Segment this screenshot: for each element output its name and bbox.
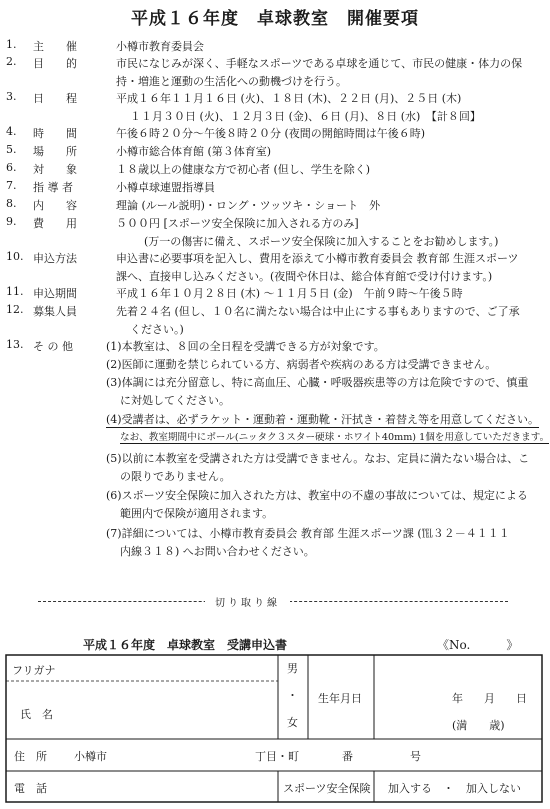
item-label: 主 催 [33,40,77,53]
address-banchi: 番 [342,750,353,763]
item-label: 申込方法 [33,252,77,265]
birthdate-label: 生年月日 [318,692,362,705]
address-go: 号 [410,750,421,763]
item-text-line: 平成１６年１０月２８日 (木) ～１１月５日 (金) 午前９時～午後５時 [116,287,463,300]
item-text-line: に対処してください。 [120,394,230,407]
item-label: 募集人員 [33,305,77,318]
insurance-label: スポーツ安全保険 [283,782,371,795]
item-label: 場 所 [33,145,77,158]
item-label: 日 程 [33,92,77,105]
item-text-line: 課へ、直接申し込みください。(夜間や休日は、総合体育館で受け付けます。) [116,269,493,283]
item-number: 7. [6,179,17,192]
item-number: 10. [6,250,24,263]
age-label: (満 歳) [452,719,505,732]
item-text-line: １１月３０日 (火)、１２月３日 (金)、６日 (月)、８日 (水) 【計８回】 [130,109,481,123]
item-text-line: 理論 (ルール説明)・ロング・ツッツキ・ショート 外 [116,199,381,212]
item-label: 内 容 [33,199,77,212]
document-title: 平成１６年度 卓球教室 開催要項 [131,9,419,29]
item-number: 3. [6,90,17,103]
item-text-line: (3)体調には充分留意し、特に高血圧、心臓・呼吸器疾患等の方は危険ですので、慎重 [106,376,529,389]
item-text-line: (7)詳細については、小樽市教育委員会 教育部 生涯スポーツ課 (℡３２－４１１１ [106,527,510,540]
item-label: 時 間 [33,127,77,140]
item-text-line: 持・増進と運動の生活化への動機づけを行う。 [116,74,347,88]
address-label: 住 所 [14,750,47,763]
item-text-line: (5)以前に本教室を受講された方は受講できません。なお、定員に満たない場合は、こ [106,452,530,465]
item-number: 12. [6,303,24,316]
item-label: 指 導 者 [33,181,73,194]
item-label: そ の 他 [33,340,73,353]
item-number: 2. [6,55,17,68]
item-number: 6. [6,161,17,174]
item-text-line: 先着２４名 (但し、１０名に満たない場合は中止にする事もありますので、ご了承 [116,305,520,318]
item-text-line: 平成１６年１１月１６日 (火)、１８日 (木)、２２日 (月)、２５日 (木) [116,92,462,105]
item-text-line: (万一の傷害に備え、スポーツ安全保険に加入することをお勧めします。) [144,234,499,248]
item-text-line: 範囲内で保険が適用されます。 [120,507,274,520]
item-text-line: の限りでありません。 [120,470,231,483]
insurance-join-option[interactable]: 加入する [388,782,432,795]
insurance-not-join-option[interactable]: 加入しない [466,782,521,795]
item-text-line: (2)医師に運動を禁じられている方、病弱者や疾病のある方は受講できません。 [106,358,497,371]
item-number: 13. [6,338,24,351]
gender-female[interactable]: 女 [287,716,298,729]
item-text-line: (1)本教室は、８回の全日程を受講できる方が対象です。 [106,340,385,353]
year-label: 年 [452,692,463,705]
form-number: 《No. 》 [437,638,519,652]
name-label: 氏 名 [20,708,53,721]
item-label: 費 用 [33,217,77,230]
gender-male[interactable]: 男 [287,662,298,675]
item-text-line: 市民になじみが深く、手軽なスポーツである卓球を通じて、市民の健康・体力の保 [116,57,523,70]
item-label: 目 的 [33,57,77,70]
item-number: 1. [6,38,17,51]
item-text-line: 内線３１８) へお問い合わせください。 [120,545,315,558]
item-text-line: 午後６時２０分～午後８時２０分 (夜間の開館時間は午後６時) [116,127,426,140]
item-text-line: (4)受講者は、必ずラケット・運動着・運動靴・汗拭き・着替え等を用意してください。 [106,413,540,426]
furigana-label: フリガナ [12,664,56,677]
gender-separator: ・ [287,689,298,702]
item-label: 申込期間 [33,287,77,300]
month-label: 月 [484,692,495,705]
item-text-line: なお、教室期間中にボール(ニッタク３スター硬球・ホワイト40mm) 1個を用意していただきます。 [120,429,549,444]
cut-line-label: 切り取り線 [205,594,290,609]
item-number: 4. [6,125,17,138]
item-number: 11. [6,285,24,298]
item-text-line: 小樽市総合体育館 (第３体育室) [116,145,272,158]
address-chome: 丁目・町 [255,750,299,763]
item-text-line: 小樽市教育委員会 [116,40,204,53]
item-text-line: ください。) [130,322,184,336]
form-title: 平成１６年度 卓球教室 受講申込書 [83,638,288,652]
item-text-line: (6)スポーツ安全保険に加入された方は、教室中の不慮の事故については、規定による [106,489,528,502]
item-text-line: 申込書に必要事項を記入し、費用を添えて小樽市教育委員会 教育部 生涯スポーツ [116,252,519,265]
insurance-separator: ・ [443,782,454,795]
item-number: 5. [6,143,17,156]
item-number: 8. [6,197,17,210]
day-label: 日 [516,692,527,705]
item-number: 9. [6,215,17,228]
address-city: 小樽市 [74,750,107,763]
item-text-line: 小樽卓球連盟指導員 [116,181,215,194]
phone-label: 電 話 [14,782,47,795]
item-text-line: ５００円 [スポーツ安全保険に加入される方のみ] [116,217,359,230]
item-text-line: １８歳以上の健康な方で初心者 (但し、学生を除く) [116,163,371,176]
item-label: 対 象 [33,163,77,176]
